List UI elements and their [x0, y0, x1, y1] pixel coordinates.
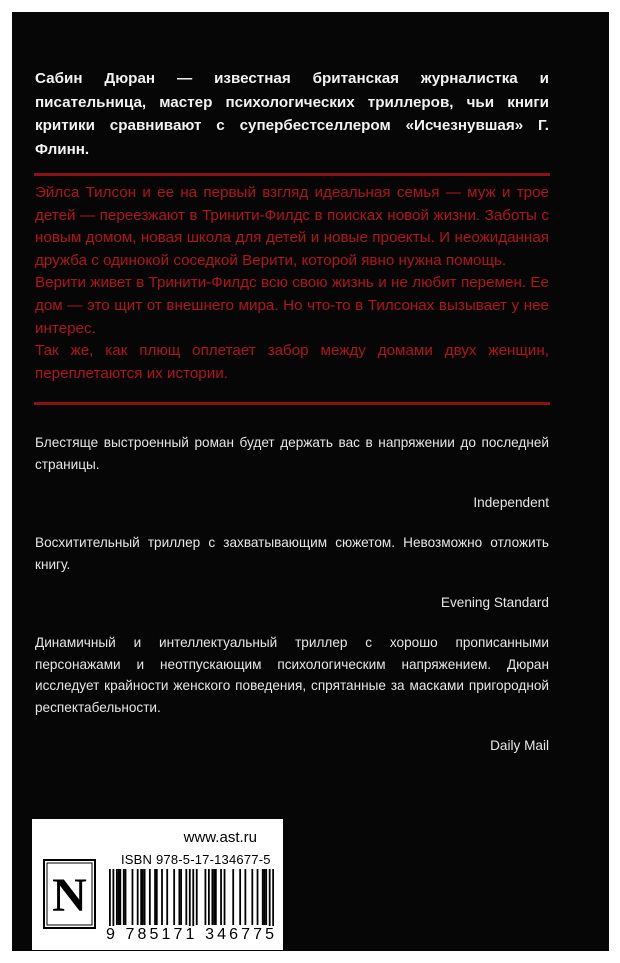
barcode-bar — [224, 869, 226, 925]
barcode-bar — [154, 869, 156, 925]
barcode-bar — [213, 869, 215, 925]
barcode-bar — [123, 869, 125, 925]
barcode-bar — [215, 869, 217, 925]
barcode-panel — [32, 819, 283, 950]
barcode-bar — [156, 869, 158, 925]
publisher-website: www.ast.ru — [183, 829, 257, 846]
divider-top — [34, 173, 550, 176]
barcode-bar — [239, 869, 241, 925]
barcode-bar — [185, 869, 187, 925]
barcode-bar — [132, 869, 134, 925]
synopsis-paragraph: Эйлса Тилсон и ее на первый взгляд идеальная семья — муж и трое детей — переезжают в Тринити-Филдс в поисках новой жизни. Заботы с новым домом, новая школа для детей и новые проекты. И неожиданная дружба с одинокой соседкой Верити, которой явно нужна помощь. — [35, 184, 549, 269]
barcode-bar — [166, 869, 168, 925]
barcode-bar — [205, 869, 207, 925]
divider-bottom — [34, 402, 550, 405]
barcode-bar — [178, 869, 180, 925]
author-bio: Сабин Дюран — известная британская журналистка и писательница, мастер психологических триллеров, чьи книги критики сравнивают с супербестселлером «Исчезнувшая» Г. Флинн. — [35, 70, 549, 158]
barcode-bar — [251, 869, 253, 925]
barcode-bar — [140, 869, 142, 925]
barcode-bar — [196, 869, 198, 925]
review-quote: Динамичный и интеллектуальный триллер с хорошо прописанными персонажами и неотпускающим психологическим напряжением. Дюран исследует крайности женского поведения, спрятанные за масками пригородной респектабельности. — [35, 635, 549, 715]
barcode-bar — [125, 869, 127, 925]
barcode-bar — [265, 869, 267, 925]
synopsis-paragraph: Верити живет в Тринити-Филдс всю свою жизнь и не любит перемен. Ее дом — это щит от внешнего мира. Но что-то в Тилсонах вызывает у нее интерес. — [35, 274, 549, 337]
barcode-bar — [119, 869, 121, 925]
barcode-bar — [116, 869, 118, 925]
review-quote: Блестяще выстроенный роман будет держать вас в напряжении до последней страницы. — [35, 435, 549, 472]
review-source: Evening Standard — [440, 595, 549, 610]
review-quote: Восхитительный триллер с захватывающим сюжетом. Невозможно отложить книгу. — [35, 535, 549, 572]
barcode-bar — [137, 869, 139, 925]
barcode-bar — [149, 869, 151, 925]
barcode-digits: 9 785171 346775 — [104, 926, 282, 944]
publisher-logo-icon — [43, 859, 96, 929]
barcode-bar — [173, 869, 175, 925]
barcode-bar — [211, 869, 213, 925]
synopsis-paragraph: Так же, как плющ оплетает забор между домами двух женщин, переплетаются их истории. — [35, 342, 549, 382]
barcode-bar — [262, 869, 264, 925]
logo-letter: N — [52, 869, 87, 922]
isbn-label: ISBN 978-5-17-134677-5 — [121, 852, 271, 867]
barcode-bar — [161, 869, 163, 925]
barcode-bar — [142, 869, 144, 925]
barcode-bar — [144, 869, 146, 925]
barcode-bar — [220, 869, 222, 925]
barcode-bar — [180, 869, 182, 925]
synopsis — [35, 182, 549, 385]
barcode-bar — [232, 869, 234, 925]
review-source: Independent — [473, 495, 549, 510]
review-source: Daily Mail — [490, 738, 549, 753]
barcode-bar — [257, 869, 259, 925]
barcode-bar — [264, 869, 266, 925]
barcode-bar — [244, 869, 246, 925]
back-cover — [12, 12, 609, 951]
barcode-bar — [208, 869, 210, 925]
barcode-bar — [118, 869, 120, 925]
